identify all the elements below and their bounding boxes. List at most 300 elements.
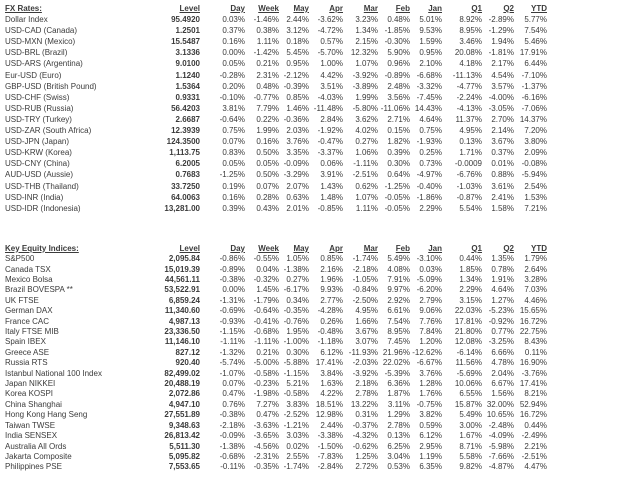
pct-value-feb: 1.87% bbox=[387, 389, 410, 399]
pct-value-q1: -11.13% bbox=[452, 70, 482, 80]
pct-value-week: -0.23% bbox=[253, 379, 279, 389]
table-row bbox=[5, 379, 547, 389]
pct-value-mar: 2.72% bbox=[355, 462, 378, 472]
pct-value-q1: 0.44% bbox=[459, 254, 482, 264]
pct-value-day: 0.00% bbox=[222, 285, 245, 295]
pct-value-ytd: 17.91% bbox=[519, 48, 547, 58]
table-row bbox=[5, 14, 547, 25]
column-header-may bbox=[279, 244, 309, 254]
pct-value-may: -0.39% bbox=[283, 81, 309, 91]
pct-value-ytd: -1.37% bbox=[521, 81, 547, 91]
pct-value-q2: 2.41% bbox=[491, 192, 514, 202]
pct-value-q1: -4.77% bbox=[456, 81, 482, 91]
row-label: Mexico Bolsa bbox=[5, 275, 53, 284]
pct-value-day: 0.37% bbox=[222, 26, 245, 36]
level-value: 2,072.86 bbox=[168, 389, 200, 399]
pct-value-week: -1.42% bbox=[253, 48, 279, 58]
pct-value-ytd: -6.16% bbox=[521, 92, 547, 102]
pct-value-day: 0.03% bbox=[222, 15, 245, 25]
pct-value-week: 0.43% bbox=[256, 203, 279, 213]
pct-value-apr: 1.96% bbox=[320, 275, 343, 284]
pct-value-week: -0.77% bbox=[253, 92, 279, 102]
pct-value-apr: -0.47% bbox=[317, 137, 343, 147]
row-label: France CAC bbox=[5, 316, 50, 326]
pct-value-q2: -4.09% bbox=[488, 431, 514, 441]
pct-value-week: 7.27% bbox=[256, 399, 279, 409]
pct-value-apr: 12.98% bbox=[315, 410, 343, 420]
column-header-mar bbox=[343, 244, 378, 254]
pct-value-day: -0.86% bbox=[219, 254, 245, 264]
pct-value-apr: 2.44% bbox=[320, 420, 343, 430]
pct-value-day: -1.32% bbox=[219, 347, 245, 357]
pct-value-week: 0.38% bbox=[256, 26, 279, 36]
pct-value-ytd: 1.79% bbox=[524, 254, 547, 264]
pct-value-ytd: 7.21% bbox=[524, 203, 547, 213]
pct-value-week: -1.98% bbox=[253, 389, 279, 399]
pct-value-day: 0.16% bbox=[222, 37, 245, 47]
pct-value-q1: 1.67% bbox=[459, 431, 482, 441]
table-row bbox=[5, 147, 547, 158]
pct-value-q1: 8.92% bbox=[459, 15, 482, 25]
pct-value-mar: 2.18% bbox=[355, 379, 378, 389]
pct-value-may: 0.02% bbox=[286, 441, 309, 451]
pct-value-week: 7.79% bbox=[256, 103, 279, 113]
pct-value-day: 0.83% bbox=[222, 148, 245, 158]
row-label: USD-CNY (China) bbox=[5, 159, 70, 169]
pct-value-week: -0.68% bbox=[253, 327, 279, 337]
pct-value-feb: 5.49% bbox=[387, 254, 410, 264]
column-header-day bbox=[200, 244, 245, 254]
pct-value-mar: 1.07% bbox=[355, 192, 378, 202]
row-label: Jakarta Composite bbox=[5, 451, 72, 461]
pct-value-week: -1.46% bbox=[253, 15, 279, 25]
pct-value-day: 0.00% bbox=[222, 48, 245, 58]
table-row bbox=[5, 169, 547, 180]
pct-value-apr: 18.51% bbox=[315, 399, 343, 409]
column-header-text: Week bbox=[258, 243, 279, 253]
pct-value-mar: -0.62% bbox=[352, 441, 378, 451]
row-label: Italy FTSE MIB bbox=[5, 327, 59, 337]
level-value: 12.3939 bbox=[171, 126, 200, 136]
pct-value-q2: -7.66% bbox=[488, 451, 514, 461]
pct-value-jan: -3.10% bbox=[416, 254, 442, 264]
pct-value-week: -0.55% bbox=[253, 254, 279, 264]
pct-value-q1: 10.06% bbox=[454, 379, 482, 389]
pct-value-mar: -2.03% bbox=[352, 358, 378, 368]
pct-value-apr: 1.63% bbox=[320, 379, 343, 389]
pct-value-may: 0.34% bbox=[286, 295, 309, 305]
pct-value-day: 0.05% bbox=[222, 159, 245, 169]
pct-value-jan: -12.62% bbox=[412, 347, 442, 357]
pct-value-ytd: 7.20% bbox=[524, 126, 547, 136]
pct-value-day: -2.18% bbox=[219, 420, 245, 430]
pct-value-may: 1.95% bbox=[286, 327, 309, 337]
pct-value-apr: -4.28% bbox=[317, 306, 343, 316]
table-row bbox=[5, 254, 547, 264]
pct-value-feb: -5.39% bbox=[384, 368, 410, 378]
column-header-level bbox=[155, 3, 200, 14]
level-value: 26,813.42 bbox=[164, 431, 200, 441]
pct-value-week: -0.58% bbox=[253, 368, 279, 378]
row-label: Spain IBEX bbox=[5, 337, 46, 347]
pct-value-q1: -5.69% bbox=[456, 368, 482, 378]
pct-value-may: 2.01% bbox=[286, 203, 309, 213]
pct-value-ytd: 3.80% bbox=[524, 137, 547, 147]
pct-value-may: 2.44% bbox=[286, 15, 309, 25]
pct-value-mar: 1.99% bbox=[355, 92, 378, 102]
pct-value-week: 1.11% bbox=[256, 37, 279, 47]
pct-value-jan: -1.86% bbox=[416, 192, 442, 202]
pct-value-feb: 3.11% bbox=[387, 399, 410, 409]
row-label: Australia All Ords bbox=[5, 441, 67, 451]
column-header-q2 bbox=[482, 3, 514, 14]
pct-value-day: -1.31% bbox=[219, 295, 245, 305]
pct-value-q1: 3.15% bbox=[459, 295, 482, 305]
pct-value-q1: 8.71% bbox=[459, 441, 482, 451]
pct-value-q2: 1.56% bbox=[491, 389, 514, 399]
pct-value-may: 3.12% bbox=[286, 26, 309, 36]
pct-value-jan: 2.95% bbox=[419, 441, 442, 451]
pct-value-jan: 2.10% bbox=[419, 59, 442, 69]
pct-value-day: -0.11% bbox=[220, 462, 245, 472]
pct-value-jan: 3.82% bbox=[419, 410, 442, 420]
pct-value-may: -2.52% bbox=[283, 410, 309, 420]
table-row bbox=[5, 181, 547, 192]
pct-value-ytd: 22.75% bbox=[519, 327, 547, 337]
pct-value-day: 0.16% bbox=[222, 192, 245, 202]
pct-value-mar: 1.66% bbox=[355, 316, 378, 326]
pct-value-mar: -1.11% bbox=[353, 159, 378, 169]
table-row bbox=[5, 36, 547, 47]
pct-value-apr: -3.62% bbox=[317, 15, 343, 25]
pct-value-mar: 3.67% bbox=[355, 327, 378, 337]
pct-value-feb: 21.96% bbox=[382, 347, 410, 357]
pct-value-q1: -0.0009 bbox=[454, 159, 482, 169]
level-value: 44,561.11 bbox=[164, 275, 200, 284]
pct-value-q2: 0.01% bbox=[491, 159, 514, 169]
pct-value-feb: 7.91% bbox=[387, 275, 410, 284]
row-label: UK FTSE bbox=[5, 295, 39, 305]
row-label: USD-CHF (Swiss) bbox=[5, 92, 70, 102]
pct-value-apr: -1.18% bbox=[317, 337, 343, 347]
pct-value-q2: -2.48% bbox=[488, 420, 514, 430]
pct-value-q1: 4.95% bbox=[459, 126, 482, 136]
pct-value-day: -0.28% bbox=[219, 70, 245, 80]
pct-value-mar: 1.11% bbox=[355, 203, 378, 213]
pct-value-jan: 14.43% bbox=[414, 103, 442, 113]
level-value: 82,499.02 bbox=[164, 368, 200, 378]
pct-value-feb: -11.06% bbox=[380, 103, 410, 113]
pct-value-apr: -11.48% bbox=[313, 103, 343, 113]
pct-value-week: -1.79% bbox=[253, 295, 279, 305]
pct-value-apr: 6.12% bbox=[320, 347, 343, 357]
pct-value-q1: 11.56% bbox=[455, 358, 482, 368]
pct-value-jan: 6.12% bbox=[419, 431, 442, 441]
pct-value-mar: -1.74% bbox=[352, 254, 378, 264]
pct-value-q1: 1.34% bbox=[459, 275, 482, 284]
pct-value-mar: -2.18% bbox=[352, 264, 378, 274]
pct-value-ytd: 6.44% bbox=[524, 59, 547, 69]
pct-value-mar: 3.07% bbox=[355, 337, 378, 347]
pct-value-jan: 0.73% bbox=[419, 159, 442, 169]
pct-value-week: 0.05% bbox=[256, 159, 279, 169]
pct-value-jan: 1.59% bbox=[419, 37, 442, 47]
pct-value-may: 5.21% bbox=[286, 379, 309, 389]
pct-value-jan: 9.06% bbox=[419, 306, 442, 316]
pct-value-mar: -0.84% bbox=[352, 285, 378, 295]
level-value: 1.2501 bbox=[175, 26, 200, 36]
pct-value-feb: 8.95% bbox=[387, 327, 410, 337]
pct-value-ytd: 5.46% bbox=[524, 37, 547, 47]
row-label: Taiwan TWSE bbox=[5, 420, 56, 430]
pct-value-feb: 6.61% bbox=[387, 306, 410, 316]
level-value: 1.1240 bbox=[175, 70, 200, 80]
pct-value-q2: 1.94% bbox=[491, 37, 514, 47]
pct-value-ytd: 0.11% bbox=[524, 347, 547, 357]
pct-value-q2: 2.14% bbox=[491, 126, 514, 136]
pct-value-day: 0.76% bbox=[222, 399, 245, 409]
table-row bbox=[5, 296, 547, 306]
row-label: Eur-USD (Euro) bbox=[5, 70, 62, 80]
pct-value-ytd: 0.44% bbox=[524, 420, 547, 430]
table-row bbox=[5, 25, 547, 36]
level-value: 23,336.50 bbox=[164, 327, 200, 337]
table-row bbox=[5, 410, 547, 420]
row-label: Brazil BOVESPA ** bbox=[5, 285, 73, 295]
pct-value-may: -0.36% bbox=[283, 114, 309, 124]
pct-value-apr: 9.93% bbox=[320, 285, 343, 295]
pct-value-jan: -6.68% bbox=[416, 70, 442, 80]
column-header-q2 bbox=[482, 244, 514, 254]
pct-value-day: -0.38% bbox=[219, 275, 245, 284]
column-header-text: Feb bbox=[395, 243, 410, 253]
table-row bbox=[5, 136, 547, 147]
pct-value-feb: 3.56% bbox=[387, 92, 410, 102]
row-label: USD-THB (Thailand) bbox=[5, 181, 79, 191]
pct-value-week: -3.65% bbox=[253, 431, 279, 441]
pct-value-feb: 2.78% bbox=[387, 420, 410, 430]
pct-value-mar: 0.31% bbox=[355, 410, 378, 420]
pct-value-day: 0.05% bbox=[222, 59, 245, 69]
pct-value-mar: -11.93% bbox=[348, 347, 378, 357]
level-value: 27,551.89 bbox=[164, 410, 200, 420]
fx-rates-table bbox=[5, 3, 547, 214]
pct-value-q2: -3.25% bbox=[488, 337, 514, 347]
pct-value-jan: 1.20% bbox=[419, 337, 442, 347]
pct-value-week: -2.31% bbox=[253, 451, 279, 461]
pct-value-q1: 8.95% bbox=[459, 26, 482, 36]
pct-value-may: -1.21% bbox=[283, 420, 309, 430]
pct-value-ytd: 4.47% bbox=[524, 462, 547, 472]
pct-value-day: -0.68% bbox=[219, 451, 245, 461]
level-value: 15,019.39 bbox=[164, 264, 200, 274]
column-header-text: Week bbox=[258, 4, 279, 13]
pct-value-week: 1.99% bbox=[256, 126, 279, 136]
row-label: USD-IDR (Indonesia) bbox=[5, 203, 81, 213]
pct-value-q1: -1.03% bbox=[456, 181, 482, 191]
pct-value-may: -2.12% bbox=[283, 70, 309, 80]
level-value: 5,095.82 bbox=[168, 451, 200, 461]
pct-value-q1: 20.08% bbox=[454, 48, 482, 58]
pct-value-q2: 6.67% bbox=[491, 379, 514, 389]
pct-value-feb: 0.64% bbox=[387, 170, 410, 180]
level-value: 2.6687 bbox=[175, 114, 200, 124]
pct-value-may: -0.76% bbox=[283, 316, 309, 326]
pct-value-may: 2.03% bbox=[286, 126, 309, 136]
level-value: 2,095.84 bbox=[168, 254, 200, 264]
pct-value-may: 0.63% bbox=[286, 192, 309, 202]
pct-value-q1: 5.49% bbox=[459, 410, 482, 420]
pct-value-ytd: 5.77% bbox=[524, 15, 547, 25]
pct-value-feb: 0.48% bbox=[387, 15, 410, 25]
pct-value-mar: -3.89% bbox=[352, 81, 378, 91]
pct-value-ytd: 52.94% bbox=[519, 399, 547, 409]
pct-value-jan: 0.03% bbox=[419, 264, 442, 274]
pct-value-q1: 5.58% bbox=[459, 451, 482, 461]
level-value: 4,947.10 bbox=[168, 399, 200, 409]
row-label: USD-INR (India) bbox=[5, 192, 64, 202]
table-row bbox=[5, 452, 547, 462]
pct-value-mar: -1.05% bbox=[352, 275, 378, 284]
pct-value-day: 0.75% bbox=[222, 126, 245, 136]
column-header-text: Apr bbox=[329, 4, 343, 13]
pct-value-apr: -3.38% bbox=[317, 431, 343, 441]
pct-value-jan: 1.76% bbox=[419, 389, 442, 399]
pct-value-q1: 1.71% bbox=[459, 148, 482, 158]
pct-value-week: 0.50% bbox=[256, 170, 279, 180]
pct-value-feb: -0.05% bbox=[384, 192, 410, 202]
pct-value-apr: 0.85% bbox=[320, 254, 343, 264]
pct-value-jan: 3.76% bbox=[419, 368, 442, 378]
row-label: USD-ARS (Argentina) bbox=[5, 59, 83, 69]
pct-value-mar: -2.51% bbox=[352, 170, 378, 180]
pct-value-may: 0.30% bbox=[286, 347, 309, 357]
pct-value-day: 0.19% bbox=[222, 181, 245, 191]
pct-value-may: -1.38% bbox=[283, 264, 309, 274]
row-label: China Shanghai bbox=[5, 399, 62, 409]
pct-value-jan: -0.75% bbox=[416, 399, 442, 409]
pct-value-jan: 9.53% bbox=[419, 26, 442, 36]
pct-value-feb: 5.90% bbox=[387, 48, 410, 58]
row-label: German DAX bbox=[5, 306, 53, 316]
pct-value-ytd: 14.37% bbox=[519, 114, 547, 124]
pct-value-jan: -3.32% bbox=[416, 81, 442, 91]
pct-value-feb: 0.53% bbox=[387, 462, 410, 472]
table-row bbox=[5, 306, 547, 316]
level-value: 124.3500 bbox=[166, 137, 200, 147]
pct-value-q2: 6.66% bbox=[491, 347, 514, 357]
pct-value-week: 0.28% bbox=[256, 192, 279, 202]
level-value: 3.1336 bbox=[175, 48, 200, 58]
pct-value-day: 3.81% bbox=[222, 103, 245, 113]
row-label: India SENSEX bbox=[5, 431, 58, 441]
row-label: Canada TSX bbox=[5, 264, 51, 274]
column-header-apr bbox=[309, 244, 343, 254]
pct-value-q2: 3.57% bbox=[491, 81, 514, 91]
level-value: 5,511.30 bbox=[169, 441, 200, 451]
row-label: Istanbul National 100 Index bbox=[5, 368, 102, 378]
pct-value-feb: -0.05% bbox=[384, 203, 410, 213]
pct-value-q2: 1.27% bbox=[491, 295, 514, 305]
level-value: 11,146.10 bbox=[164, 337, 200, 347]
pct-value-q1: 6.55% bbox=[459, 389, 482, 399]
column-header-text: Q1 bbox=[471, 4, 482, 13]
level-value: 0.9331 bbox=[175, 92, 200, 102]
pct-value-mar: 4.02% bbox=[355, 126, 378, 136]
pct-value-q2: 4.78% bbox=[491, 358, 514, 368]
pct-value-week: -0.41% bbox=[253, 316, 279, 326]
row-label: Hong Kong Hang Seng bbox=[5, 410, 88, 420]
pct-value-ytd: -5.94% bbox=[521, 170, 547, 180]
table-row bbox=[5, 421, 547, 431]
pct-value-may: 0.95% bbox=[286, 59, 309, 69]
pct-value-day: 0.07% bbox=[222, 137, 245, 147]
column-header-ytd bbox=[514, 244, 547, 254]
pct-value-apr: 1.48% bbox=[320, 192, 343, 202]
pct-value-jan: -4.97% bbox=[416, 170, 442, 180]
row-label: S&P500 bbox=[5, 254, 35, 264]
pct-value-ytd: -2.51% bbox=[521, 451, 547, 461]
table-row bbox=[5, 47, 547, 58]
pct-value-apr: 3.91% bbox=[320, 170, 343, 180]
pct-value-day: -1.38% bbox=[219, 441, 245, 451]
pct-value-apr: -4.72% bbox=[317, 26, 343, 36]
pct-value-ytd: 7.03% bbox=[524, 285, 547, 295]
table-row bbox=[5, 462, 547, 472]
pct-value-q2: 2.17% bbox=[491, 59, 514, 69]
pct-value-jan: 0.25% bbox=[419, 148, 442, 158]
row-label: USD-CAD (Canada) bbox=[5, 26, 78, 36]
pct-value-q1: 0.13% bbox=[459, 137, 482, 147]
pct-value-may: -1.74% bbox=[283, 462, 309, 472]
pct-value-ytd: -3.76% bbox=[521, 368, 547, 378]
pct-value-feb: 6.25% bbox=[387, 441, 410, 451]
pct-value-day: -0.89% bbox=[219, 264, 245, 274]
pct-value-apr: -1.50% bbox=[317, 441, 343, 451]
header-row bbox=[5, 244, 547, 254]
pct-value-q1: 17.81% bbox=[454, 316, 482, 326]
pct-value-apr: 2.77% bbox=[320, 295, 343, 305]
column-header-text: Level bbox=[179, 243, 200, 253]
pct-value-feb: 7.45% bbox=[387, 337, 410, 347]
level-value: 6,859.24 bbox=[168, 295, 200, 305]
pct-value-week: -0.35% bbox=[253, 462, 279, 472]
pct-value-week: -1.11% bbox=[254, 337, 279, 347]
pct-value-q2: 2.04% bbox=[491, 368, 514, 378]
pct-value-jan: 6.35% bbox=[419, 462, 442, 472]
level-value: 1,113.75 bbox=[169, 148, 200, 158]
pct-value-apr: -0.85% bbox=[317, 203, 343, 213]
pct-value-jan: 0.59% bbox=[419, 420, 442, 430]
table-row bbox=[5, 358, 547, 368]
pct-value-q2: -5.98% bbox=[488, 441, 514, 451]
pct-value-q2: -3.05% bbox=[488, 103, 514, 113]
pct-value-mar: 1.07% bbox=[355, 59, 378, 69]
level-value: 1.5364 bbox=[175, 81, 200, 91]
pct-value-apr: -4.03% bbox=[317, 92, 343, 102]
pct-value-apr: 4.42% bbox=[320, 70, 343, 80]
pct-value-feb: 7.54% bbox=[387, 316, 410, 326]
pct-value-apr: 17.41% bbox=[315, 358, 343, 368]
pct-value-feb: 2.92% bbox=[387, 295, 410, 305]
pct-value-jan: 2.79% bbox=[419, 295, 442, 305]
pct-value-feb: 0.30% bbox=[387, 159, 410, 169]
level-value: 20,488.19 bbox=[164, 379, 200, 389]
pct-value-q2: 10.65% bbox=[486, 410, 514, 420]
table-row bbox=[5, 400, 547, 410]
pct-value-may: 1.46% bbox=[286, 103, 309, 113]
pct-value-may: 3.76% bbox=[286, 137, 309, 147]
